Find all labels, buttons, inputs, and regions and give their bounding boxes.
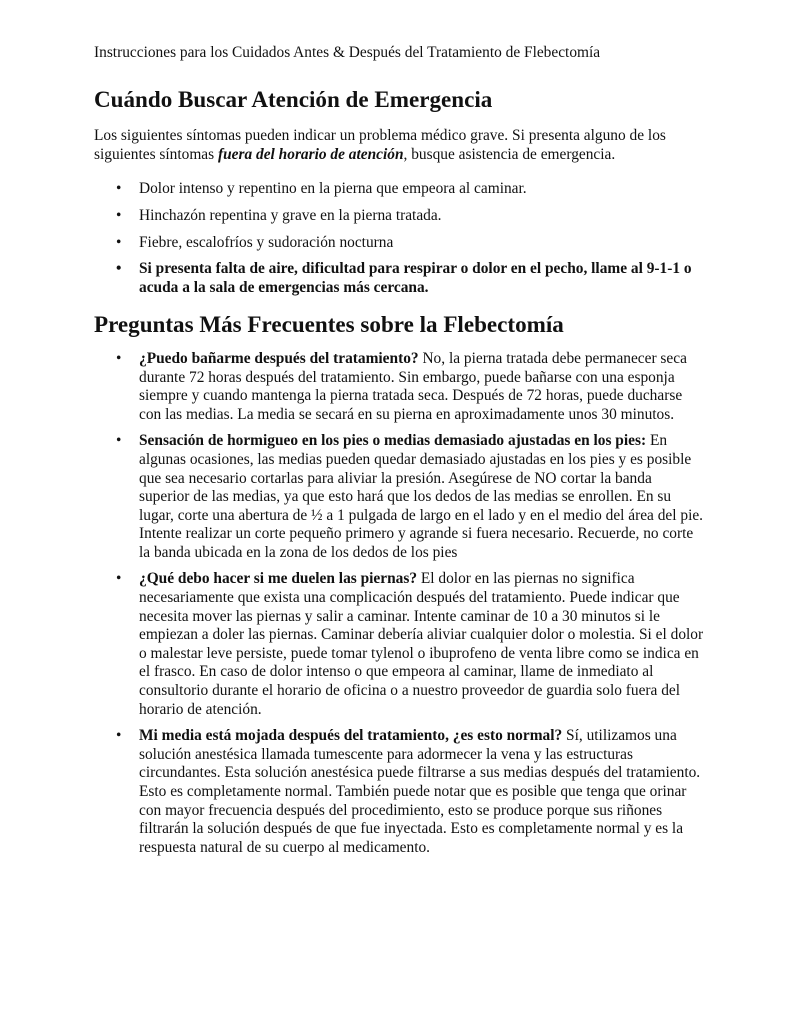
faq-list bbox=[94, 350, 706, 857]
list-item bbox=[94, 207, 706, 226]
document-page bbox=[94, 44, 706, 865]
symptom-text: Hinchazón repentina y grave en la pierna tratada. bbox=[139, 206, 442, 224]
faq-answer: Sí, utilizamos una solución anestésica llamada tumescente para adormecer la vena y las estructuras circundantes. Esta solución anestésica puede filtrarse a sus medias después del tratamiento. Esto es completamente normal. También puede notar que es posible que tenga que orinar con mayor frecuencia después del procedimiento, esto se produce porque sus riñones filtrarán la solución después de que fue inyectada. Esto es completamente normal y es la respuesta natural de su cuerpo al medicamento. bbox=[139, 727, 701, 856]
faq-answer: No, la pierna tratada debe permanecer seca durante 72 horas después del tratamiento. Sin embargo, puede bañarse con una esponja siempre y cuando mantenga la pierna tratada seca. Después de 72 horas, puede ducharse con las medias. La media se secará en su pierna en aproximadamente unos 30 minutos. bbox=[139, 349, 687, 423]
faq-item bbox=[94, 432, 706, 562]
bullet-icon: • bbox=[116, 260, 122, 278]
list-item bbox=[94, 234, 706, 253]
faq-answer: En algunas ocasiones, las medias pueden quedar demasiado ajustadas en los pies y es posible que sea necesario cortarlas para aliviar la presión. Asegúrese de NO cortar la banda superior de las medias, ya que esto hará que los dedos de las medias se enrollen. En su lugar, corte una abertura de ½ a 1 pulgada de largo en el lado y en el medio del área del pie. Intente realizar un corte pequeño primero y agrande si fuera necesario. Recuerde, no corte la banda ubicada en la zona de los dedos de los pies bbox=[139, 432, 704, 561]
faq-heading: Preguntas Más Frecuentes sobre la Flebectomía bbox=[94, 311, 564, 338]
faq-item bbox=[94, 570, 706, 719]
emergency-intro-end: , busque asistencia de emergencia. bbox=[403, 145, 616, 163]
list-item bbox=[94, 260, 706, 297]
emergency-intro bbox=[94, 127, 706, 164]
bullet-icon: • bbox=[116, 233, 122, 251]
faq-item bbox=[94, 350, 706, 424]
faq-answer: El dolor en las piernas no significa necesariamente que exista una complicación después del tratamiento. Puede indicar que necesita mover las piernas y salir a caminar. Intente caminar de 10 a 30 minutos si le empiezan a doler las piernas. Caminar debería aliviar cualquier dolor o molestia. Si el dolor o malestar leve persiste, puede tomar tylenol o ibuprofeno de venta libre como se indica en el frasco. En caso de dolor intenso o que empeora al caminar, llame de inmediato al consultorio durante el horario de oficina o a nuestro proveedor de guardia solo fuera del horario de atención. bbox=[139, 570, 704, 718]
bullet-icon: • bbox=[116, 432, 122, 450]
emergency-intro-text: Los siguientes síntomas pueden indicar un problema médico grave. Si presenta alguno de los siguientes síntomas bbox=[94, 127, 666, 163]
symptom-text: Fiebre, escalofríos y sudoración nocturna bbox=[139, 233, 394, 251]
faq-item bbox=[94, 727, 706, 857]
list-item bbox=[94, 180, 706, 199]
emergency-heading: Cuándo Buscar Atención de Emergencia bbox=[94, 85, 493, 112]
bullet-icon: • bbox=[116, 570, 122, 588]
faq-question: Sensación de hormigueo en los pies o medias demasiado ajustadas en los pies: bbox=[139, 432, 647, 450]
bullet-icon: • bbox=[116, 349, 122, 367]
faq-question: ¿Qué debo hacer si me duelen las piernas? bbox=[139, 570, 418, 588]
faq-question: Mi media está mojada después del tratamiento, ¿es esto normal? bbox=[139, 727, 563, 745]
bullet-icon: • bbox=[116, 180, 122, 198]
emergency-intro-emphasis: fuera del horario de atención bbox=[217, 145, 404, 163]
document-title: Instrucciones para los Cuidados Antes & Después del Tratamiento de Flebectomía bbox=[94, 44, 601, 61]
bullet-icon: • bbox=[116, 206, 122, 224]
symptom-list bbox=[94, 180, 706, 297]
faq-question: ¿Puedo bañarme después del tratamiento? bbox=[139, 349, 419, 367]
symptom-text: Dolor intenso y repentino en la pierna que empeora al caminar. bbox=[139, 180, 527, 198]
symptom-text-emergency-call: Si presenta falta de aire, dificultad para respirar o dolor en el pecho, llame al 9-1-1 o acuda a la sala de emergencias más cercana. bbox=[139, 260, 692, 296]
bullet-icon: • bbox=[116, 727, 122, 745]
